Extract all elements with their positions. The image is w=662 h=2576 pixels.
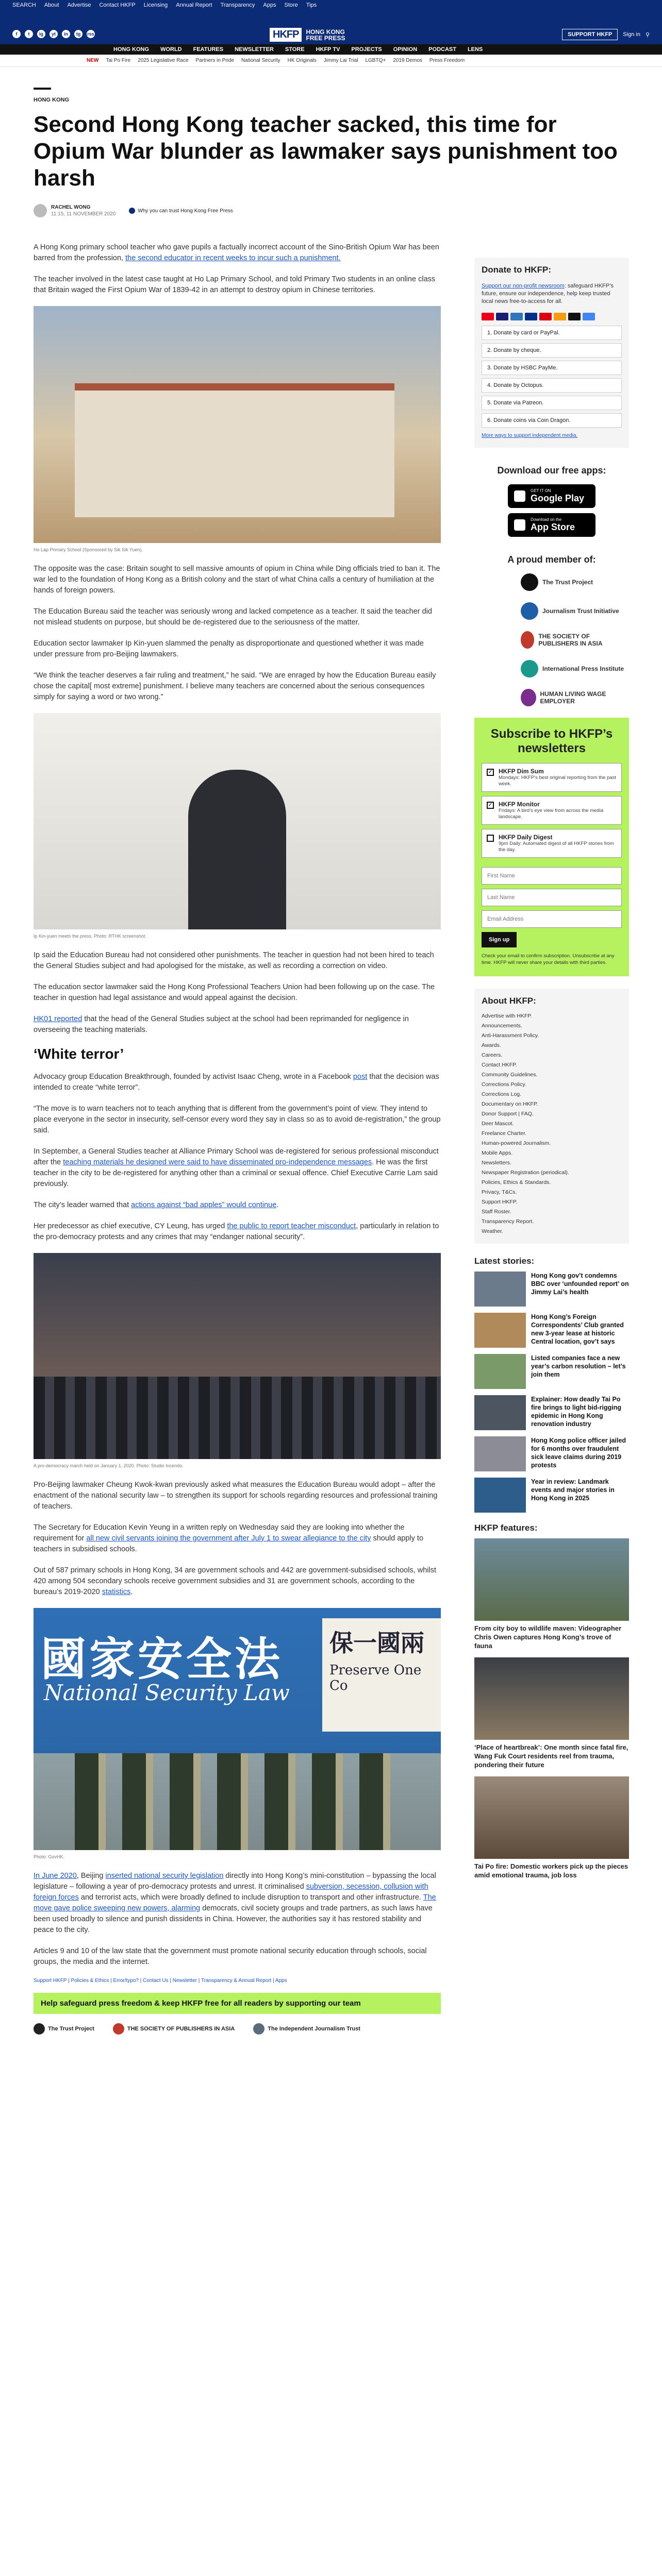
nav-item-lens[interactable]: LENS: [467, 46, 483, 53]
story-item[interactable]: [474, 1478, 629, 1513]
google-play-icon: [514, 490, 525, 502]
latest-title: Latest stories:: [474, 1256, 535, 1266]
utility-link-contact[interactable]: Contact HKFP: [99, 2, 136, 8]
nav-item-newsletter[interactable]: NEWSLETTER: [235, 46, 274, 53]
paragraph: [34, 1871, 441, 1936]
text: Her predecessor as chief executive, CY Leung, has urged: [34, 1222, 227, 1230]
text: The Secretary for Education Kevin Yeung in a written reply on Wednesday said they are looking into whether the requirement for: [34, 1523, 405, 1543]
member-label: HUMAN LIVING WAGE EMPLOYER: [540, 690, 606, 705]
apple-icon: [514, 519, 525, 531]
story-thumbnail: [474, 1395, 526, 1430]
top-actions: [562, 29, 650, 40]
about-link[interactable]: Corrections Policy.: [482, 1081, 526, 1088]
paragraph: Articles 9 and 10 of the law state that the government must promote national security education through schools, social groups, the media and the internet.: [34, 1947, 427, 1966]
inline-link[interactable]: teaching materials he designed were said to have disseminated pro-independence messages: [63, 1158, 372, 1166]
ijt-logo[interactable]: [253, 2023, 360, 2035]
about-link[interactable]: Mobile Apps.: [482, 1150, 513, 1156]
last-name-field[interactable]: Last Name: [482, 889, 622, 906]
about-link[interactable]: Transparency Report.: [482, 1218, 534, 1225]
donate-box: [474, 258, 629, 448]
email-field[interactable]: Email Address: [482, 910, 622, 928]
member-jti[interactable]: [521, 602, 629, 620]
about-link[interactable]: Careers.: [482, 1052, 503, 1058]
story-item[interactable]: [474, 1313, 629, 1348]
topic-link[interactable]: HK Originals: [287, 58, 317, 63]
about-list: [482, 1011, 622, 1236]
story-title[interactable]: Hong Kong’s Foreign Correspondents’ Club granted new 3-year lease at historic Central location, gov’t says: [531, 1313, 624, 1345]
member-title: A proud member of:: [507, 554, 596, 565]
top-bar: [0, 0, 662, 44]
about-link[interactable]: Anti-Harassment Policy.: [482, 1032, 539, 1039]
newsletter-box: [474, 718, 629, 976]
logo-label: THE SOCIETY OF PUBLISHERS IN ASIA: [127, 2026, 235, 2032]
inline-link[interactable]: statistics: [102, 1588, 131, 1596]
google-play-badge[interactable]: [508, 484, 595, 508]
text: .: [130, 1588, 133, 1596]
utility-link-annual-report[interactable]: Annual Report: [176, 2, 212, 8]
youtube-icon[interactable]: yt: [49, 30, 58, 38]
kicker-rule: [34, 88, 51, 90]
paragraph: The Education Bureau said the teacher was seriously wrong and lacked competence as a teacher. It said the teacher did not mislead students on purpose, but should be de-registered due to the seriousness of the matter.: [34, 607, 432, 626]
applepay-icon: [568, 313, 581, 320]
photo-caption: Ip Kin-yuen meets the press. Photo: RTHK screenshot.: [34, 934, 146, 939]
feature-image[interactable]: [474, 1776, 629, 1859]
paragraph: [34, 1565, 441, 1598]
paragraph: Pro-Beijing lawmaker Cheung Kwok-kwan previously asked what measures the Education Bureau would adopt – after the enactment of the national security law – to strengthen its support for schools regarding resources and professional training of teachers.: [34, 1481, 438, 1511]
paragraph: [34, 242, 441, 264]
text: In September, a General Studies teacher at Alliance Primary School was de-registered for serious professional misconduct after the: [34, 1147, 439, 1166]
speaker-figure: [188, 770, 286, 929]
mastercard-icon: [482, 313, 494, 320]
author-avatar: [34, 204, 47, 217]
member-living-wage[interactable]: [521, 689, 629, 706]
logo-line-2: FREE PRESS: [306, 34, 345, 42]
googlepay-icon: [583, 313, 595, 320]
press-photo: [34, 713, 441, 929]
photo-caption: A pro-democracy march held on January 1, 2020. Photo: Studio Incendo.: [34, 1463, 184, 1468]
text: The city’s leader warned that: [34, 1201, 131, 1209]
school-photo: [34, 306, 441, 543]
photo-caption: Photo: GovHK.: [34, 1854, 65, 1859]
feature-title[interactable]: Tai Po fire: Domestic workers pick up the pieces amid emotional trauma, job loss: [474, 1862, 628, 1879]
about-link[interactable]: Announcements.: [482, 1023, 522, 1029]
newsletter-name: HKFP Dim Sum: [499, 768, 544, 775]
badge-big-text: App Store: [531, 522, 575, 532]
about-link[interactable]: Deer Mascot.: [482, 1121, 514, 1127]
topic-link[interactable]: Jimmy Lai Trial: [323, 58, 358, 63]
banner-english-text: National Security Law: [44, 1680, 290, 1705]
about-link[interactable]: Corrections Log.: [482, 1091, 522, 1097]
article-category[interactable]: HONG KONG: [34, 97, 70, 103]
more-ways-link[interactable]: More ways to support independent media.: [482, 433, 578, 438]
partner-logos: [34, 2023, 441, 2035]
text: and terrorist acts, which were broadly defined to include disruption to transport and other infrastructure.: [78, 1893, 423, 1902]
app-store-badge[interactable]: [508, 513, 595, 537]
support-hkfp-button[interactable]: SUPPORT HKFP: [562, 29, 618, 40]
inline-link[interactable]: the public to report teacher misconduct: [227, 1222, 356, 1230]
latest-stories: [474, 1256, 629, 1513]
story-item[interactable]: [474, 1436, 629, 1471]
new-badge: NEW: [87, 58, 99, 63]
about-link[interactable]: Privacy, T&Cs.: [482, 1189, 517, 1195]
inline-link[interactable]: actions against “bad apples” would continue: [131, 1201, 277, 1209]
text: should apply to teachers in subsidised schools.: [34, 1534, 424, 1553]
checkbox[interactable]: [487, 835, 494, 842]
sidebar: [474, 258, 629, 1887]
about-box: [474, 989, 629, 1244]
badge-big-text: Google Play: [531, 493, 585, 503]
nav-item-store[interactable]: STORE: [285, 46, 305, 53]
story-title[interactable]: Explainer: How deadly Tai Po fire brings to light bid-rigging epidemic in Hong Kong renovation industry: [531, 1396, 621, 1428]
inline-link[interactable]: In June 2020: [34, 1872, 77, 1880]
newsletter-option[interactable]: [482, 763, 622, 792]
member-label: International Press Institute: [542, 665, 624, 672]
paypal-icon: [525, 313, 537, 320]
apps-title: Download our free apps:: [497, 465, 606, 476]
paragraph: [34, 1014, 441, 1036]
newsletter-option[interactable]: [482, 796, 622, 825]
nav-item-world[interactable]: WORLD: [160, 46, 182, 53]
text: .: [276, 1201, 279, 1209]
topic-link[interactable]: LGBTQ+: [365, 58, 386, 63]
newsletter-desc: 9pm Daily: Automated digest of all HKFP stories from the day.: [499, 841, 614, 853]
banner-right-panel: [322, 1618, 441, 1732]
topic-link[interactable]: 2019 Demos: [393, 58, 422, 63]
banner-chinese-text-2: 保一國兩: [329, 1629, 424, 1657]
nav-item-opinion[interactable]: OPINION: [393, 46, 418, 53]
nav-item-projects[interactable]: PROJECTS: [351, 46, 382, 53]
donate-title: Donate to HKFP:: [482, 265, 552, 275]
social-icons: [12, 30, 95, 38]
utility-link-advertise[interactable]: Advertise: [67, 2, 91, 8]
uniformed-figures: [75, 1753, 405, 1850]
author-meta: [51, 204, 115, 217]
donate-option[interactable]: 1. Donate by card or PayPal.: [482, 326, 622, 340]
feature-title[interactable]: From city boy to wildlife maven: Videographer Chris Owen captures Hong Kong’s trove of fauna: [474, 1624, 622, 1650]
utility-link-tips[interactable]: Tips: [306, 2, 317, 8]
member-sopa[interactable]: [521, 631, 629, 649]
donate-option[interactable]: 2. Donate by cheque.: [482, 343, 622, 358]
feature-image[interactable]: [474, 1538, 629, 1621]
visa-icon: [496, 313, 508, 320]
inline-link[interactable]: The move gave police sweeping new powers, alarming: [34, 1893, 436, 1912]
school-building: [75, 383, 394, 517]
shield-icon: [129, 208, 135, 214]
twitter-icon[interactable]: t: [25, 30, 33, 38]
story-thumbnail: [474, 1354, 526, 1389]
story-item[interactable]: [474, 1354, 629, 1389]
paragraph: Ip said the Education Bureau had not considered other punishments. The teacher in question had not been hired to teach the General Studies subject and had apologised for the mistake, as well as recording a correction on video.: [34, 951, 434, 970]
photo-caption: Ho Lap Primary School (Sponsored by Sik Sik Yuen).: [34, 547, 143, 552]
payme-icon: [539, 313, 552, 320]
member-ipi[interactable]: [521, 660, 629, 677]
nav-item-podcast[interactable]: PODCAST: [428, 46, 456, 53]
article-footer-links[interactable]: Support HKFP | Policies & Ethics | Error/typo? | Contact Us | Newsletter | Transparency & Annual Report | Apps: [34, 1978, 287, 1984]
about-link[interactable]: Freelance Charter.: [482, 1130, 526, 1137]
member-label: Journalism Trust Initiative: [542, 607, 619, 615]
about-link[interactable]: Support HKFP.: [482, 1199, 518, 1205]
about-link[interactable]: Documentary on HKFP.: [482, 1101, 538, 1107]
jti-icon: [521, 602, 538, 620]
sopa-logo[interactable]: [113, 2023, 235, 2035]
paragraph: [34, 1522, 441, 1555]
story-title[interactable]: Hong Kong police officer jailed for 6 months over fraudulent sick leave claims during 2019 protests: [531, 1437, 626, 1469]
rss-icon[interactable]: rss: [87, 30, 95, 38]
about-title: About HKFP:: [482, 996, 536, 1006]
article-body: [34, 242, 441, 2035]
newsletter-name: HKFP Daily Digest: [499, 834, 553, 841]
inline-link[interactable]: post: [353, 1073, 368, 1081]
feature-title[interactable]: ‘Place of heartbreak’: One month since fatal fire, Wang Fuk Court residents reel from trauma, pondering their future: [474, 1743, 628, 1769]
trust-project-icon: [521, 573, 538, 591]
topic-link[interactable]: National Security: [241, 58, 280, 63]
article-title: Second Hong Kong teacher sacked, this time for Opium War blunder as lawmaker says punishment too harsh: [34, 112, 618, 191]
donate-link[interactable]: Support our non-profit newsroom: [482, 283, 565, 289]
paragraph: The education sector lawmaker said the Hong Kong Professional Teachers Union had been following up on the case. The teacher in question had legal assistance and would appeal against the decision.: [34, 983, 435, 1002]
nav-item-features[interactable]: FEATURES: [193, 46, 224, 53]
logo-text: [306, 29, 345, 41]
inline-link[interactable]: subversion, secession, collusion with foreign forces: [34, 1883, 428, 1902]
utility-links: [12, 0, 317, 10]
site-logo[interactable]: [270, 28, 345, 42]
banner-english-text-2: Preserve One Co: [329, 1663, 422, 1693]
main-nav: [0, 44, 662, 55]
story-item[interactable]: [474, 1395, 629, 1430]
paragraph: [34, 1221, 441, 1243]
about-link[interactable]: Newspaper Registration (periodical).: [482, 1170, 569, 1176]
story-title[interactable]: Listed companies face a new year’s carbon resolution – let’s join them: [531, 1354, 626, 1378]
payment-icons: [482, 313, 622, 320]
feature-image[interactable]: [474, 1657, 629, 1740]
utility-link-store[interactable]: Store: [284, 2, 298, 8]
telegram-icon[interactable]: tg: [74, 30, 82, 38]
facebook-icon[interactable]: f: [12, 30, 21, 38]
topic-link[interactable]: 2025 Legislative Race: [138, 58, 189, 63]
about-link[interactable]: Weather.: [482, 1228, 503, 1234]
text: Advocacy group Education Breakthrough, founded by activist Isaac Cheng, wrote in a Facebook: [34, 1073, 353, 1081]
text: , particularly in relation to the pro-democracy protests and any crimes that may “endanger national security”.: [34, 1222, 439, 1241]
newsletter-note: Check your email to confirm subscription. Unsubscribe at any time. HKFP will never share your details with third parties.: [482, 953, 615, 965]
newsletter-name: HKFP Monitor: [499, 801, 540, 808]
text: that the decision was intended to create “white terror”.: [34, 1073, 439, 1092]
logo-line-1: HONG KONG: [306, 28, 345, 36]
text: democrats, civil society groups and trade partners, as such laws have been used broadly to silence and punish dissidents in China. However, the authorities say it has restored stability and peace to the city.: [34, 1904, 433, 1934]
newsletter-title: Subscribe to HKFP’s newsletters: [490, 727, 613, 755]
topic-nav: [0, 55, 662, 67]
logo-label: The Trust Project: [48, 2026, 94, 2032]
author-name[interactable]: RACHEL WONG: [51, 205, 91, 210]
text: , Beijing: [76, 1872, 106, 1880]
sopa-icon: [113, 2023, 124, 2035]
badge-small-text: GET IT ON: [531, 488, 551, 493]
utility-link-search[interactable]: SEARCH: [12, 2, 36, 8]
trust-notice-text: Why you can trust Hong Kong Free Press: [138, 208, 233, 214]
features-title: HKFP features:: [474, 1523, 538, 1533]
member-label: The Trust Project: [542, 579, 593, 586]
text: Out of 587 primary schools in Hong Kong, 34 are government schools and 442 are government-subsidised schools, whilst 420 among 504 secondary schools receive government subsidies and 31 are government schools, according to the bureau’s 2019-2020: [34, 1566, 437, 1596]
instagram-icon[interactable]: ig: [37, 30, 45, 38]
inline-link[interactable]: inserted national security legislation: [105, 1872, 224, 1880]
newsletter-desc: Mondays: HKFP’s best original reporting from the past week.: [499, 775, 616, 787]
trust-project-icon: [34, 2023, 45, 2035]
checkbox[interactable]: ✓: [487, 769, 494, 776]
donate-text: [482, 282, 622, 306]
paragraph: Education sector lawmaker Ip Kin-yuen slammed the penalty as disproportionate and questioned whether it was made under pressure from pro-Beijing lawmakers.: [34, 639, 424, 658]
about-link[interactable]: Contact HKFP.: [482, 1062, 517, 1068]
story-item[interactable]: [474, 1272, 629, 1307]
utility-link-licensing[interactable]: Licensing: [143, 2, 168, 8]
paragraph: [34, 1200, 441, 1211]
paragraph: “The move is to warn teachers not to teach anything that is different from the government’s point of view. They intend to place everyone in the sector in insecurity, self-censor every word they say in class so as to avoid de-registration,” the group said.: [34, 1105, 441, 1134]
utility-link-apps[interactable]: Apps: [263, 2, 276, 8]
text: : safeguard HKFP’s future, ensure our independence, help keep trusted local news free-to-access for all.: [482, 283, 614, 304]
paragraph: The opposite was the case: Britain sought to sell massive amounts of opium in China while Ding officials tried to ban it. The war led to the foundation of Hong Kong as a British colony and the start of what China calls a century of humiliation at the hands of foreign powers.: [34, 565, 440, 595]
about-link[interactable]: Advertise with HKFP.: [482, 1013, 532, 1019]
donate-option[interactable]: 5. Donate via Patreon.: [482, 396, 622, 410]
support-promo-banner[interactable]: Help safeguard press freedom & keep HKFP free for all readers by supporting our team: [34, 1993, 441, 2014]
linkedin-icon[interactable]: in: [62, 30, 70, 38]
topic-link[interactable]: Tai Po Fire: [106, 58, 131, 63]
sopa-icon: [521, 631, 534, 649]
text: that the head of the General Studies subject at the school had been reprimanded for negligence in overseeing the teaching materials.: [34, 1015, 409, 1034]
paragraph: [34, 1072, 441, 1093]
text: . He was the first teacher in the city to be de-registered for anything other than a criminal or sexual offence. Chief Executive Carrie Lam said previously.: [34, 1158, 438, 1188]
signin-link[interactable]: Sign in: [623, 31, 640, 38]
text: A Hong Kong primary school teacher who gave pupils a factually incorrect account of the Sino-British Opium War has been barred from the profession,: [34, 243, 439, 262]
about-link[interactable]: Policies, Ethics & Standards.: [482, 1179, 551, 1185]
inline-link[interactable]: all new civil servants joining the government after July 1 to swear allegiance to the city: [86, 1534, 371, 1543]
story-title[interactable]: Year in review: Landmark events and major stories in Hong Kong in 2025: [531, 1478, 615, 1502]
badge-small-text: Download on the: [531, 517, 562, 522]
section-heading: ‘White terror’: [34, 1046, 124, 1062]
trust-project-logo[interactable]: [34, 2023, 94, 2035]
octopus-icon: [554, 313, 566, 320]
living-wage-icon: [521, 689, 536, 706]
newsletter-option[interactable]: [482, 829, 622, 858]
donate-option[interactable]: 3. Donate by HSBC PayMe.: [482, 361, 622, 375]
story-thumbnail: [474, 1436, 526, 1471]
paragraph: “We think the teacher deserves a fair ruling and treatment,” he said. “We are enraged by how the Education Bureau easily chose the capital[ most extreme] punishment. I believe many teachers are concerned about the serious consequences simply for saying a word or two wrong.”: [34, 671, 436, 701]
story-thumbnail: [474, 1478, 526, 1513]
banner-chinese-text: 國家安全法: [41, 1632, 284, 1686]
donate-option[interactable]: 6. Donate coins via Coin Dragon.: [482, 413, 622, 428]
inline-link[interactable]: the second educator in recent weeks to incur such a punishment.: [125, 254, 341, 262]
about-link[interactable]: Staff Roster.: [482, 1209, 511, 1215]
article-header: [34, 88, 628, 248]
newsletter-desc: Fridays: A bird’s eye view from across the media landscape.: [499, 808, 604, 820]
first-name-field[interactable]: First Name: [482, 867, 622, 885]
donate-option[interactable]: 4. Donate by Octopus.: [482, 378, 622, 393]
about-link[interactable]: Community Guidelines.: [482, 1072, 538, 1078]
amex-icon: [510, 313, 523, 320]
publish-date: 11:15, 11 NOVEMBER 2020: [51, 211, 116, 217]
crowd: [34, 1377, 441, 1459]
text: directly into Hong Kong’s mini-constitution – bypassing the local legislature – following a year of pro-democracy protests and unrest. It criminalised: [34, 1872, 436, 1891]
about-link[interactable]: Donor Support | FAQ.: [482, 1111, 534, 1117]
topic-link[interactable]: Press Freedom: [429, 58, 465, 63]
logo-label: The Independent Journalism Trust: [268, 2026, 360, 2032]
about-link[interactable]: Newsletters.: [482, 1160, 511, 1166]
member-label: THE SOCIETY OF PUBLISHERS IN ASIA: [538, 633, 603, 647]
search-icon[interactable]: ⚲: [645, 31, 650, 38]
march-photo: [34, 1253, 441, 1459]
about-link[interactable]: Awards.: [482, 1042, 501, 1048]
national-security-banner-photo: [34, 1608, 441, 1850]
ipi-icon: [521, 660, 538, 677]
paragraph: The teacher involved in the latest case taught at Ho Lap Primary School, and told Primary Two students in an online class that Britain waged the First Opium War of 1839-42 in an attempt to destroy opium in Chinese territories.: [34, 275, 436, 294]
utility-link-about[interactable]: About: [44, 2, 59, 8]
member-trust-project[interactable]: [521, 573, 629, 591]
story-thumbnail: [474, 1313, 526, 1348]
nav-item-hong-kong[interactable]: HONG KONG: [113, 46, 150, 53]
about-link[interactable]: Human-powered Journalism.: [482, 1140, 551, 1146]
nav-item-hkfp-tv[interactable]: HKFP TV: [316, 46, 340, 53]
story-thumbnail: [474, 1272, 526, 1307]
logo-mark: HKFP: [270, 28, 302, 42]
topic-link[interactable]: Partners in Pride: [195, 58, 235, 63]
signup-button[interactable]: Sign up: [482, 932, 517, 947]
story-title[interactable]: Hong Kong gov’t condemns BBC over ‘unfounded report’ on Jimmy Lai’s health: [531, 1272, 629, 1296]
utility-link-transparency[interactable]: Transparency: [220, 2, 255, 8]
ijt-icon: [253, 2023, 264, 2035]
inline-link[interactable]: HK01 reported: [34, 1015, 82, 1023]
paragraph: [34, 1146, 441, 1190]
checkbox[interactable]: ✓: [487, 802, 494, 809]
byline: [34, 204, 628, 217]
trust-notice[interactable]: [129, 208, 233, 214]
